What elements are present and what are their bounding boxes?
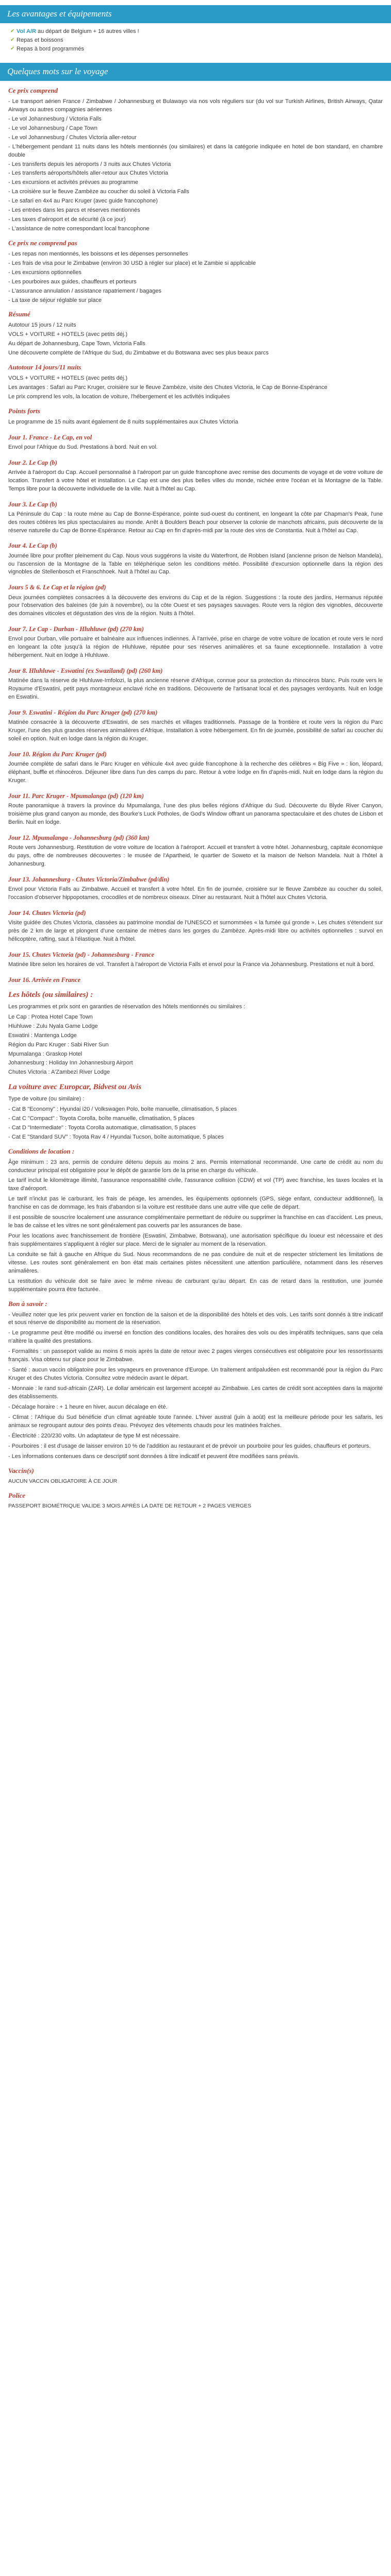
- advantage-bold: Vol A/R: [17, 28, 36, 35]
- section-line: - La croisière sur le fleuve Zambèze au coucher du soleil à Victoria Falls: [8, 189, 189, 195]
- advantage-item: [10, 28, 391, 36]
- points-heading: Points forts: [8, 406, 40, 415]
- day-text: Journée complète de safari dans le Parc Kruger en véhicule 4x4 avec guide francophone à la recherche des célèbres « Big Five » : lion, léopard, éléphant, buffle et rhinocéros. Déjeuner libre dans l'un des camps du parc. Retour à votre lodge en fin d'après-midi. Nuit en lodge dans la région du Kruger.: [8, 761, 383, 784]
- day-title: Jour 12. Mpumalanga - Johannesburg (pd) (360 km): [8, 834, 150, 841]
- day-text: Route vers Johannesburg. Restitution de votre voiture de location à l'aéroport. Accueil et transfert à votre hôtel. Johannesburg, capitale économique du pays, offre de nombreuses découvertes : le musée de l'Apartheid, le quartier de Soweto et la maison de Nelson Mandela. Nuit à l'hôtel à Johannesburg.: [8, 844, 383, 867]
- savoir-paragraph: - Formalités : un passeport valide au moins 6 mois après la date de retour avec 2 pages vierges consécutives est obligatoire pour les ressortissants français. Visa obtenu sur place pour le Zimbabwe.: [8, 1348, 383, 1363]
- day-text: Visite guidée des Chutes Victoria, classées au patrimoine mondial de l'UNESCO et surnommées « la fumée qui gronde ». Les chutes s'étendent sur près de 2 km de large et plongent d'une centaine de mètres dans les gorges du Zambèze. Après-midi libre ou activités optionnelles : survol en hélicoptère, rafting, saut à l'élastique. Nuit à l'hôtel.: [8, 920, 383, 942]
- day-text: Envol pour Victoria Falls au Zimbabwe. Accueil et transfert à votre hôtel. En fin de journée, croisière sur le fleuve Zambèze au coucher du soleil, l'occasion d'observer hippopotames, crocodiles et de nombreux oiseaux. Dîner au restaurant. Nuit à l'hôtel aux Chutes Victoria.: [8, 886, 383, 901]
- points-lines: [8, 418, 383, 427]
- vehicle-line: - Cat B "Economy" : Hyundai i20 / Volkswagen Polo, boîte manuelle, climatisation, 5 places: [8, 1106, 237, 1112]
- resume-line: Une découverte complète de l'Afrique du Sud, du Zimbabwe et du Botswana avec ses plus beaux parcs: [8, 350, 269, 357]
- section-line: - Les transferts aéroports/hôtels aller-retour aux Chutes Victoria: [8, 170, 168, 177]
- section-heading: Ce prix ne comprend pas: [8, 239, 77, 247]
- autotour-line: Les avantages : Safari au Parc Kruger, croisière sur le fleuve Zambèze, visite des Chutes Victoria, le Cap de Bonne-Espérance: [8, 384, 328, 391]
- savoir-paragraph: - Veuillez noter que les prix peuvent varier en fonction de la saison et de la disponibilité des hôtels et des vols. Les tarifs sont donnés à titre indicatif et sous réserve de disponibilité au moment de la réservation.: [8, 1311, 383, 1326]
- vehicle-line: - Cat C "Compact" : Toyota Corolla, boîte manuelle, climatisation, 5 places: [8, 1115, 194, 1122]
- conditions-paragraph: Le tarif n'inclut pas le carburant, les frais de péage, les amendes, les équipements optionnels (GPS, siège enfant, conducteur additionnel), la franchise en cas de dommage, les frais d'abandon si la voiture est restituée dans une autre ville que celle de départ.: [8, 1196, 383, 1211]
- day-text: Matinée consacrée à la découverte d'Eswatini, de ses marchés et villages traditionnels. Passage de la frontière et route vers la région du Parc Kruger, l'une des plus grandes réserves animalières d'Afrique. Installation à votre hébergement. En fin de journée, possibilité de safari au coucher du soleil en option. Nuit en lodge dans la région du Kruger.: [8, 719, 383, 742]
- day-title: Jour 4. Le Cap (b): [8, 542, 57, 550]
- section-line: - Le vol Johannesburg / Cape Town: [8, 125, 97, 131]
- hotels-line: Hluhluwe : Zulu Nyala Game Lodge: [8, 1023, 98, 1029]
- hotels-line: Mpumalanga : Graskop Hotel: [8, 1050, 83, 1057]
- day-title: Jour 2. Le Cap (b): [8, 459, 57, 466]
- resume-line: Au départ de Johannesburg, Cape Town, Victoria Falls: [8, 341, 145, 347]
- section-line: - Les transferts depuis les aéroports / 3 nuits aux Chutes Victoria: [8, 161, 171, 167]
- hotels-line: Région du Parc Kruger : Sabi River Sun: [8, 1041, 109, 1048]
- day-text: Arrivée à l'aéroport du Cap. Accueil personnalisé à l'aéroport par un guide francophone avec remise des documents de voyage et de votre voiture de location. Transfert à votre hôtel et installation. Le Cap est une des plus belles villes du monde, nichée entre l'océan et la Montagne de la Table. Temps libre pour la découverte individuelle de la ville. Nuit à l'hôtel au Cap.: [8, 469, 383, 492]
- conditions-paragraph: Âge minimum : 23 ans, permis de conduire détenu depuis au moins 2 ans. Permis international recommandé. Une carte de crédit au nom du conducteur principal est obligatoire pour le dépôt de garantie lors de la prise en charge du véhicule.: [8, 1159, 383, 1174]
- hotels-lines: [8, 1013, 383, 1077]
- section-heading: Ce prix comprend: [8, 87, 58, 95]
- section-line: - Les excursions et activités prévues au programme: [8, 179, 138, 186]
- savoir-paragraph: - Électricité : 220/230 volts. Un adaptateur de type M est nécessaire.: [8, 1432, 181, 1439]
- advantage-text: Repas à bord programmés: [17, 45, 84, 52]
- vehicle-lines: [8, 1106, 383, 1142]
- conditions-paragraphs: [8, 1159, 383, 1294]
- autotour-heading: Autotour 14 jours/11 nuits: [8, 363, 82, 371]
- savoir-paragraph: - Décalage horaire : + 1 heure en hiver, aucun décalage en été.: [8, 1403, 168, 1410]
- advantage-item: [10, 37, 391, 45]
- conditions-heading: Conditions de location :: [8, 1147, 75, 1155]
- day-title: Jour 16. Arrivée en France: [8, 976, 81, 984]
- day-text: Deux journées complètes consacrées à la découverte des environs du Cap et de la région. Suggestions : la route des jardins, Hermanus réputée pour l'observation des baleines (de juin à novembre), ou la côte Ouest et ses paysages sauvages. Route vers la région des vignobles, découverte des domaines viticoles et dégustation des vins de la région. Nuits à l'hôtel.: [8, 594, 383, 617]
- advantages-banner: Les avantages et équipements: [0, 5, 391, 23]
- section-line: - L'assurance annulation / assistance rapatriement / bagages: [8, 287, 161, 294]
- trip-content: [0, 86, 391, 1511]
- savoir-paragraph: - Les informations contenues dans ce descriptif sont données à titre indicatif et peuvent être modifiées sans préavis.: [8, 1453, 300, 1460]
- section-line: - Le safari en 4x4 au Parc Kruger (avec guide francophone): [8, 198, 158, 205]
- advantages-list: [0, 26, 391, 56]
- day-title: Jour 8. Hluhluwe - Eswatini (ex Swaziland) (pd) (260 km): [8, 667, 163, 675]
- hotels-line: Johannesburg : Holiday Inn Johannesburg Airport: [8, 1060, 133, 1066]
- hotels-heading: Les hôtels (ou similaires) :: [8, 991, 93, 999]
- savoir-paragraphs: [8, 1311, 383, 1461]
- savoir-paragraph: - Santé : aucun vaccin obligatoire pour les voyageurs en provenance d'Europe. Un traitement antipaludéen est recommandé pour la région du Parc Kruger et des Chutes Victoria. Consultez votre médecin avant le départ.: [8, 1367, 383, 1382]
- conditions-paragraph: Il est possible de souscrire localement une assurance complémentaire permettant de réduire ou supprimer la franchise en cas d'accident. Les pneus, le bas de caisse et les vitres ne sont généralement pas couverts par les assurances de base.: [8, 1214, 383, 1229]
- section-noncomp: [8, 239, 383, 304]
- day-title: Jour 13. Johannesburg - Chutes Victoria/Zimbabwe (pd/dîn): [8, 875, 170, 883]
- resume-line: Autotour 15 jours / 12 nuits: [8, 322, 76, 329]
- resume-heading: Résumé: [8, 310, 30, 318]
- conditions-paragraph: La restitution du véhicule doit se faire avec le même niveau de carburant qu'au départ. En cas de retard dans la restitution, une journée supplémentaire pourra être facturée.: [8, 1278, 383, 1293]
- hotels-intro: Les programmes et prix sont en garanties de réservation des hôtels mentionnés ou similaires :: [8, 1003, 246, 1010]
- vaccin-text: AUCUN VACCIN OBLIGATOIRE À CE JOUR: [8, 1478, 118, 1485]
- savoir-paragraph: - Le programme peut être modifié ou inversé en fonction des conditions locales, des horaires des vols ou des impératifs techniques, sans que cela n'altère la qualité des prestations.: [8, 1330, 383, 1345]
- advantage-text: au départ de Belgium + 16 autres villes !: [36, 28, 139, 35]
- day-text: Route panoramique à travers la province du Mpumalanga, l'une des plus belles régions d'Afrique du Sud. Découverte du Blyde River Canyon, troisième plus grand canyon au monde, des Bourke's Luck Potholes, de God's Window offrant un panorama spectaculaire et des chutes de Lisbon et Berlin. Nuit en lodge.: [8, 803, 383, 826]
- day-text: La Péninsule du Cap : la route mène au Cap de Bonne-Espérance, pointe sud-ouest du continent, en longeant la côte par Chapman's Peak, l'une des routes côtières les plus spectaculaires au monde. Arrêt à Boulders Beach pour observer la colonie de manchots africains, puis découverte de la réserve naturelle du Cap de Bonne-Espérance. Retour au Cap en fin d'après-midi par la route des vins de Constantia. Nuit à l'hôtel au Cap.: [8, 511, 383, 534]
- section-line: - L'assistance de notre correspondant local francophone: [8, 226, 150, 232]
- vehicle-intro: Type de voiture (ou similaire) :: [8, 1096, 85, 1103]
- advantage-text: Repas et boissons: [17, 37, 63, 43]
- autotour-line: VOLS + VOITURE + HOTELS (avec petits déj.): [8, 375, 128, 381]
- day-title: Jour 11. Parc Kruger - Mpumalanga (pd) (120 km): [8, 792, 144, 800]
- section-line: - Le vol Johannesburg / Chutes Victoria aller-retour: [8, 134, 137, 141]
- day-title: Jour 3. Le Cap (b): [8, 500, 57, 508]
- vaccin-heading: Vaccin(s): [8, 1466, 34, 1475]
- day-title: Jour 1. France - Le Cap, en vol: [8, 433, 92, 441]
- day-text: Journée libre pour profiter pleinement du Cap. Nous vous suggérons la visite du Waterfront, de Robben Island (ancienne prison de Nelson Mandela), ou l'ascension de la Montagne de la Table en téléphérique selon les conditions météo. Possibilité d'excursion optionnelle dans la région des vignobles de Stellenbosch et Franschhoek. Nuit à l'hôtel au Cap.: [8, 552, 383, 575]
- resume-line: VOLS + VOITURE + HOTELS (avec petits déj.): [8, 331, 128, 338]
- savoir-heading: Bon à savoir :: [8, 1299, 47, 1308]
- savoir-paragraph: - Monnaie : le rand sud-africain (ZAR). Le dollar américain est largement accepté au Zimbabwe. Les cartes de crédit sont acceptées dans la majorité des établissements.: [8, 1385, 383, 1400]
- section-line: - Les repas non mentionnés, les boissons et les dépenses personnelles: [8, 250, 188, 257]
- hotels-line: Le Cap : Protea Hotel Cape Town: [8, 1013, 93, 1020]
- vehicle-heading: La voiture avec Europcar, Bidvest ou Avis: [8, 1083, 141, 1092]
- section-line: - Le vol Johannesburg / Victoria Falls: [8, 115, 102, 122]
- section-line: - La taxe de séjour réglable sur place: [8, 297, 102, 303]
- conditions-paragraph: Le tarif inclut le kilométrage illimité, l'assurance responsabilité civile, l'assurance collision (CDW) et vol (TP) avec franchise, les taxes locales et la taxe d'aéroport.: [8, 1177, 383, 1192]
- day-title: Jour 9. Eswatini - Région du Parc Kruger (pd) (270 km): [8, 709, 158, 717]
- day-text: Envol pour l'Afrique du Sud. Prestations à bord. Nuit en vol.: [8, 444, 158, 450]
- day-text: Envol pour Durban, ville portuaire et balnéaire aux influences indiennes. À l'arrivée, prise en charge de votre voiture de location et route vers le nord en longeant la côte jusqu'à la région de Hluhluwe, réputée pour ses réserves animalières et sa faune exceptionnelle. Installation à votre hébergement. Nuit en lodge à Hluhluwe.: [8, 636, 383, 659]
- autotour-lines: [8, 375, 383, 401]
- day-text: Matinée libre selon les horaires de vol. Transfert à l'aéroport de Victoria Falls et envol pour la France via Johannesburg. Prestations et nuit à bord.: [8, 961, 374, 968]
- conditions-paragraph: La conduite se fait à gauche en Afrique du Sud. Nous recommandons de ne pas conduire de nuit et de respecter strictement les limitations de vitesse. Les routes sont généralement en bon état mais certaines pistes nécessitent une attention particulière, notamment dans les réserves animalières.: [8, 1251, 383, 1274]
- hotels-line: Chutes Victoria : A'Zambezi River Lodge: [8, 1069, 110, 1076]
- autotour-line: Le prix comprend les vols, la location de voiture, l'hébergement et les activités indiquées: [8, 393, 230, 400]
- advantage-item: [10, 45, 391, 54]
- hotels-line: Eswatini : Mantenga Lodge: [8, 1032, 77, 1039]
- resume-lines: [8, 321, 383, 358]
- section-line: - Les pourboires aux guides, chauffeurs et porteurs: [8, 278, 137, 285]
- itinerary: [8, 433, 383, 985]
- police-text: PASSEPORT BIOMÉTRIQUE VALIDE 3 MOIS APRÈS LA DATE DE RETOUR + 2 PAGES VIERGES: [8, 1503, 251, 1510]
- day-title: Jour 14. Chutes Victoria (pd): [8, 909, 86, 917]
- points-line: Le programme de 15 nuits avant également de 8 nuits supplémentaires aux Chutes Victoria: [8, 418, 238, 425]
- section-line: - L'hébergement pendant 11 nuits dans les hôtels mentionnés (ou similaires) et dans la catégorie indiquée en hotel de bon standard, en chambre double: [8, 143, 383, 158]
- section-line: - Les taxes d'aéroport et de sécurité (à ce jour): [8, 216, 126, 223]
- section-prix: [8, 86, 383, 233]
- day-title: Jour 7. Le Cap - Durban - Hluhluwe (pd) (270 km): [8, 625, 144, 633]
- day-title: Jour 10. Région du Parc Kruger (pd): [8, 751, 107, 758]
- conditions-paragraph: Pour les locations avec franchissement de frontière (Eswatini, Zimbabwe, Botswana), une autorisation spécifique du loueur est nécessaire et des frais supplémentaires s'appliquent à régler sur place. Merci de le signaler au moment de la réservation.: [8, 1233, 383, 1248]
- section-line: - Les excursions optionnelles: [8, 269, 82, 276]
- day-text: Matinée dans la réserve de Hluhluwe-Imfolozi, la plus ancienne réserve d'Afrique, connue pour sa protection du rhinocéros blanc. Puis route vers le Royaume d'Eswatini, petit pays montagneux enclavé riche en traditions. Découverte de l'artisanat local et des paysages verdoyants. Nuit en lodge en Eswatini.: [8, 677, 383, 701]
- section-line: - Les entrées dans les parcs et réserves mentionnés: [8, 207, 140, 214]
- vehicle-line: - Cat E "Standard SUV" : Toyota Rav 4 / Hyundai Tucson, boîte automatique, 5 places: [8, 1133, 224, 1140]
- section-line: - Les frais de visa pour le Zimbabwe (environ 30 USD à régler sur place) et le Zambie si applicable: [8, 260, 256, 266]
- words-banner: Quelques mots sur le voyage: [0, 63, 391, 81]
- vehicle-line: - Cat D "Intermediate" : Toyota Corolla automatique, climatisation, 5 places: [8, 1124, 196, 1131]
- day-title: Jours 5 & 6. Le Cap et la région (pd): [8, 584, 106, 591]
- police-heading: Police: [8, 1491, 26, 1499]
- day-title: Jour 15. Chutes Victoria (pd) - Johannesburg - France: [8, 951, 155, 958]
- savoir-paragraph: - Pourboires : il est d'usage de laisser environ 10 % de l'addition au restaurant et de prévoir un pourboire pour les guides, chauffeurs et porteurs.: [8, 1443, 371, 1449]
- savoir-paragraph: - Climat : l'Afrique du Sud bénéficie d'un climat agréable toute l'année. L'hiver austral (juin à août) est la meilleure période pour les safaris, les animaux se regroupant autour des points d'eau. Prévoyez des vêtements chauds pour les matinées fraîches.: [8, 1414, 383, 1429]
- section-line: - Le transport aérien France / Zimbabwe / Johannesburg et Bulawayo via nos vols réguliers sur (du vol sur Turkish Airlines, British Airways, Qatar Airways ou autres compagnies aériennes: [8, 98, 383, 113]
